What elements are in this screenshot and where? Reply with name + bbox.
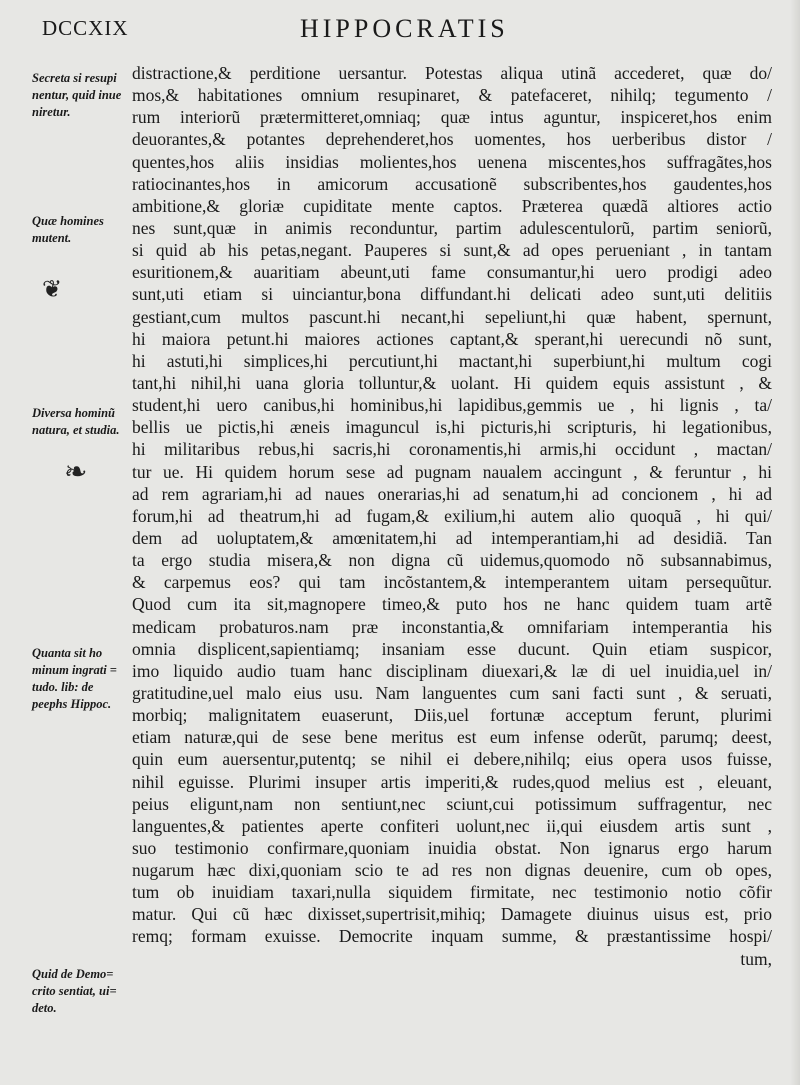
text-line: nes sunt,quæ in animis reconduntur, partim adulescentulorũ, partim seniorũ, bbox=[132, 217, 772, 238]
ink-blot-icon: ❦ bbox=[42, 277, 63, 303]
text-line: tum, bbox=[740, 948, 772, 969]
text-line: dem ad uoluptatem,& amœnitatem,hi ad intemperantiam,hi ad desidiã. Tan bbox=[132, 527, 772, 548]
margin-note: Quæ homines mutent. bbox=[32, 214, 104, 245]
text-line: omnia displicent,sapientiamq; insaniam esse ducunt. Quin etiam suspicor, bbox=[132, 638, 772, 659]
text-line: ad rem agrariam,hi ad naues onerarias,hi ad senatum,hi ad concionem , hi ad bbox=[132, 483, 772, 504]
text-line: hi militaribus rebus,hi sacris,hi coronamentis,hi armis,hi occidunt , mactan/ bbox=[132, 439, 772, 460]
text-line: etiam naturæ,qui de sese bene meritus est eum infense oderũt, parumq; deest, bbox=[132, 727, 772, 748]
text-line: peius eligunt,nam non sentiunt,nec sciunt,cui potissimum suffragentur, nec bbox=[132, 793, 772, 814]
text-line: forum,hi ad theatrum,hi ad fugam,& exilium,hi autem alio quoquã , hi qui/ bbox=[132, 505, 772, 526]
text-line: esuritionem,& auaritiam abeunt,uti fame consumantur,hi uero prodigi adeo bbox=[132, 262, 772, 283]
text-line: suo testimonio confirmare,quoniam inuidia obstat. Non ignarus ergo harum bbox=[132, 837, 772, 858]
text-line: nihil eguisse. Plurimi insuper artis imperiti,& rudes,quod melius est , eleuant, bbox=[132, 771, 772, 792]
margin-note: Quanta sit ho minum ingrati = tudo. lib: de peephs Hippoc. bbox=[32, 646, 117, 711]
text-line: quin eum auersentur,putentq; se nihil ei debere,nihilq; eius opera usos fuisse, bbox=[132, 749, 772, 770]
text-line: medicam probaturos.nam præ inconstantia,& omnifariam intemperantia his bbox=[132, 616, 772, 637]
text-line: rum interiorũ prætermitteret,omniaq; quæ intus aguntur, inspiceret,hos enim bbox=[132, 107, 772, 128]
margin-note: Quid de Demo= crito sentiat, ui= deto. bbox=[32, 967, 117, 1015]
left-margin bbox=[6, 0, 124, 1085]
text-line: hi astuti,hi simplices,hi percutiunt,hi mactant,hi superbiunt,hi multum cogi bbox=[132, 350, 772, 371]
text-line: & carpemus eos? qui tam incõstantem,& intemperantem uitam persequũtur. bbox=[132, 572, 772, 593]
text-line: tant,hi nihil,hi uana gloria tolluntur,& uolant. Hi quidem equis assistunt , & bbox=[132, 372, 772, 393]
text-line: tum ob inuidiam taxari,nulla siquidem firmitate, nec testimonio notio cõfir bbox=[132, 882, 772, 903]
margin-note: Secreta si resupi nentur, quid inue niretur. bbox=[32, 71, 122, 119]
text-line: nugarum hæc dixi,quoniam scio te ad res non dignas deuenire, cum ob opes, bbox=[132, 860, 772, 881]
text-line: ambitione,& gloriæ cupiditate mente captos. Præterea quædã altiores actio bbox=[132, 195, 772, 216]
running-title: HIPPOCRATIS bbox=[300, 14, 509, 43]
text-line: deuorantes,& potantes deprehenderet,hos uomentes, hos uerberibus distor / bbox=[132, 129, 772, 150]
text-line: quentes,hos aliis insidias molientes,hos uenena miscentes,hos suffragãtes,hos bbox=[132, 151, 772, 172]
text-line: bellis ue pictis,hi æneis imaguncul is,hi picturis,hi scripturis, hi legationibus, bbox=[132, 417, 772, 438]
text-line: mos,& habitationes omnium resupinaret, & patefaceret, nihilq; tegumento / bbox=[132, 85, 772, 106]
folio-number: DCCXIX bbox=[42, 16, 129, 40]
text-line: gratitudine,uel malo eius usu. Nam languentes cum sani facti sunt , & seruati, bbox=[132, 682, 772, 703]
margin-note: Diversa hominũ natura, et studia. bbox=[32, 406, 120, 437]
text-line: tur ue. Hi quidem horum sese ad pugnam naualem accingunt , & feruntur , hi bbox=[132, 461, 772, 482]
text-line: student,hi uero canibus,hi hominibus,hi lapidibus,gemmis ue , hi lignis , ta/ bbox=[132, 395, 772, 416]
text-line: remq; formam exuisse. Democrite inquam summe, & præstantissime hospi/ bbox=[132, 926, 772, 947]
flourish-icon: ❧ bbox=[64, 457, 88, 488]
text-line: ratiocinantes,hos in amicorum accusationẽ subscribentes,hos gaudentes,hos bbox=[132, 173, 772, 194]
text-line: gestiant,cum multos pascunt.hi necant,hi sepeliunt,hi quæ habent, spernunt, bbox=[132, 306, 772, 327]
main-text-block bbox=[132, 62, 772, 970]
text-line: morbiq; malignitatem euaserunt, Diis,uel fortunæ acceptum ferunt, plurimi bbox=[132, 705, 772, 726]
text-line: si quid ab his petas,negant. Pauperes si sunt,& ad opes perueniant , in tantam bbox=[132, 240, 772, 261]
text-line: distractione,& perditione uersantur. Potestas aliqua utinã accederet, quæ do/ bbox=[132, 63, 772, 83]
text-line: imo liquido audio tuam hanc disciplinam diuexari,& læ di uel inuidia,uel in/ bbox=[132, 660, 772, 681]
text-line: hi maiora petunt.hi maiores actiones captant,& sperant,hi uerecundi nõ sunt, bbox=[132, 328, 772, 349]
text-line: Quod cum ita sit,magnopere timeo,& puto hos ne hanc quidem tuam artẽ bbox=[132, 594, 772, 615]
page-edge bbox=[790, 0, 800, 1085]
text-line: languentes,& patientes aperte confiteri uolunt,nec ii,qui eiusdem artis sunt , bbox=[132, 815, 772, 836]
text-line: matur. Qui cũ hæc dixisset,supertrisit,mihiq; Damagete diuinus uisus est, prio bbox=[132, 904, 772, 925]
text-line: ta ergo studia misera,& non digna cũ uidemus,quomodo nõ subsannabimus, bbox=[132, 550, 772, 571]
text-line: sunt,uti etiam si uinciantur,bona diffundant.hi delicati adeo sunt,uti delitiis bbox=[132, 284, 772, 305]
